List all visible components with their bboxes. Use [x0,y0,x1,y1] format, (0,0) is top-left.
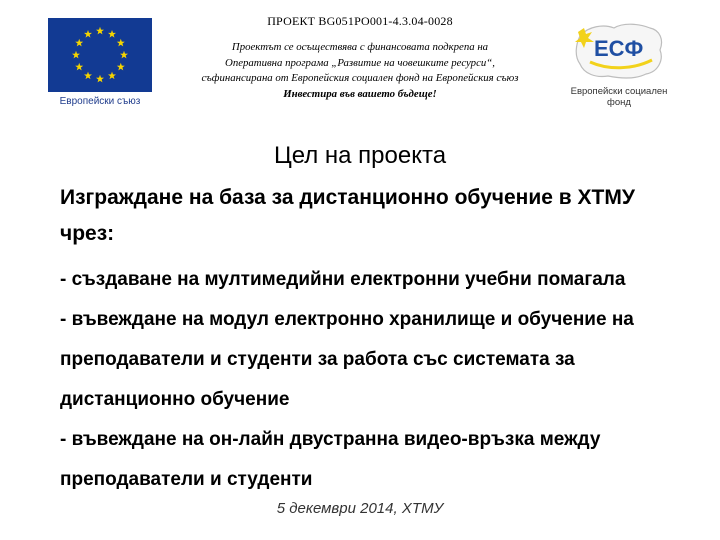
eu-flag-icon [48,18,152,92]
eu-logo [48,18,152,110]
esf-logo-text: ЕСФ [594,36,644,61]
statement-line: Проектът се осъществява с финансовата подкрепа на [231,41,489,53]
goal-lead: Изграждане на база за дистанционно обучение в ХТМУ чрез: [60,186,635,245]
goal-item: - въвеждане на модул електронно хранилище и обучение на преподаватели и студенти за работа със системата за дистанционно обучение [60,309,634,410]
project-code: ПРОЕКТ BG051PO001-4.3.04-0028 [267,14,453,28]
statement-line: Оперативна програма „Развитие на човешките ресурси“, [225,56,495,69]
goal-item: - въвеждане на он-лайн двустранна видео-връзка между преподаватели и студенти [60,429,601,490]
page-title: Цел на проекта [273,142,447,169]
goal-item: - създаване на мултимедийни електронни учебни помагала [60,269,626,290]
footer-date: 5 декември 2014, ХТМУ [276,500,444,517]
esf-logo-caption: Европейски социален фонд [570,86,668,108]
esf-logo [560,18,678,112]
esf-map-icon [570,18,668,84]
eu-logo-caption: Европейски съюз [59,96,141,107]
project-goal-body [60,180,690,500]
funding-statement [160,40,560,102]
statement-slogan: Инвестира във вашето бъдеще! [283,87,437,100]
statement-line: съфинансирана от Европейския социален фонд на Европейския съюз [201,72,519,84]
